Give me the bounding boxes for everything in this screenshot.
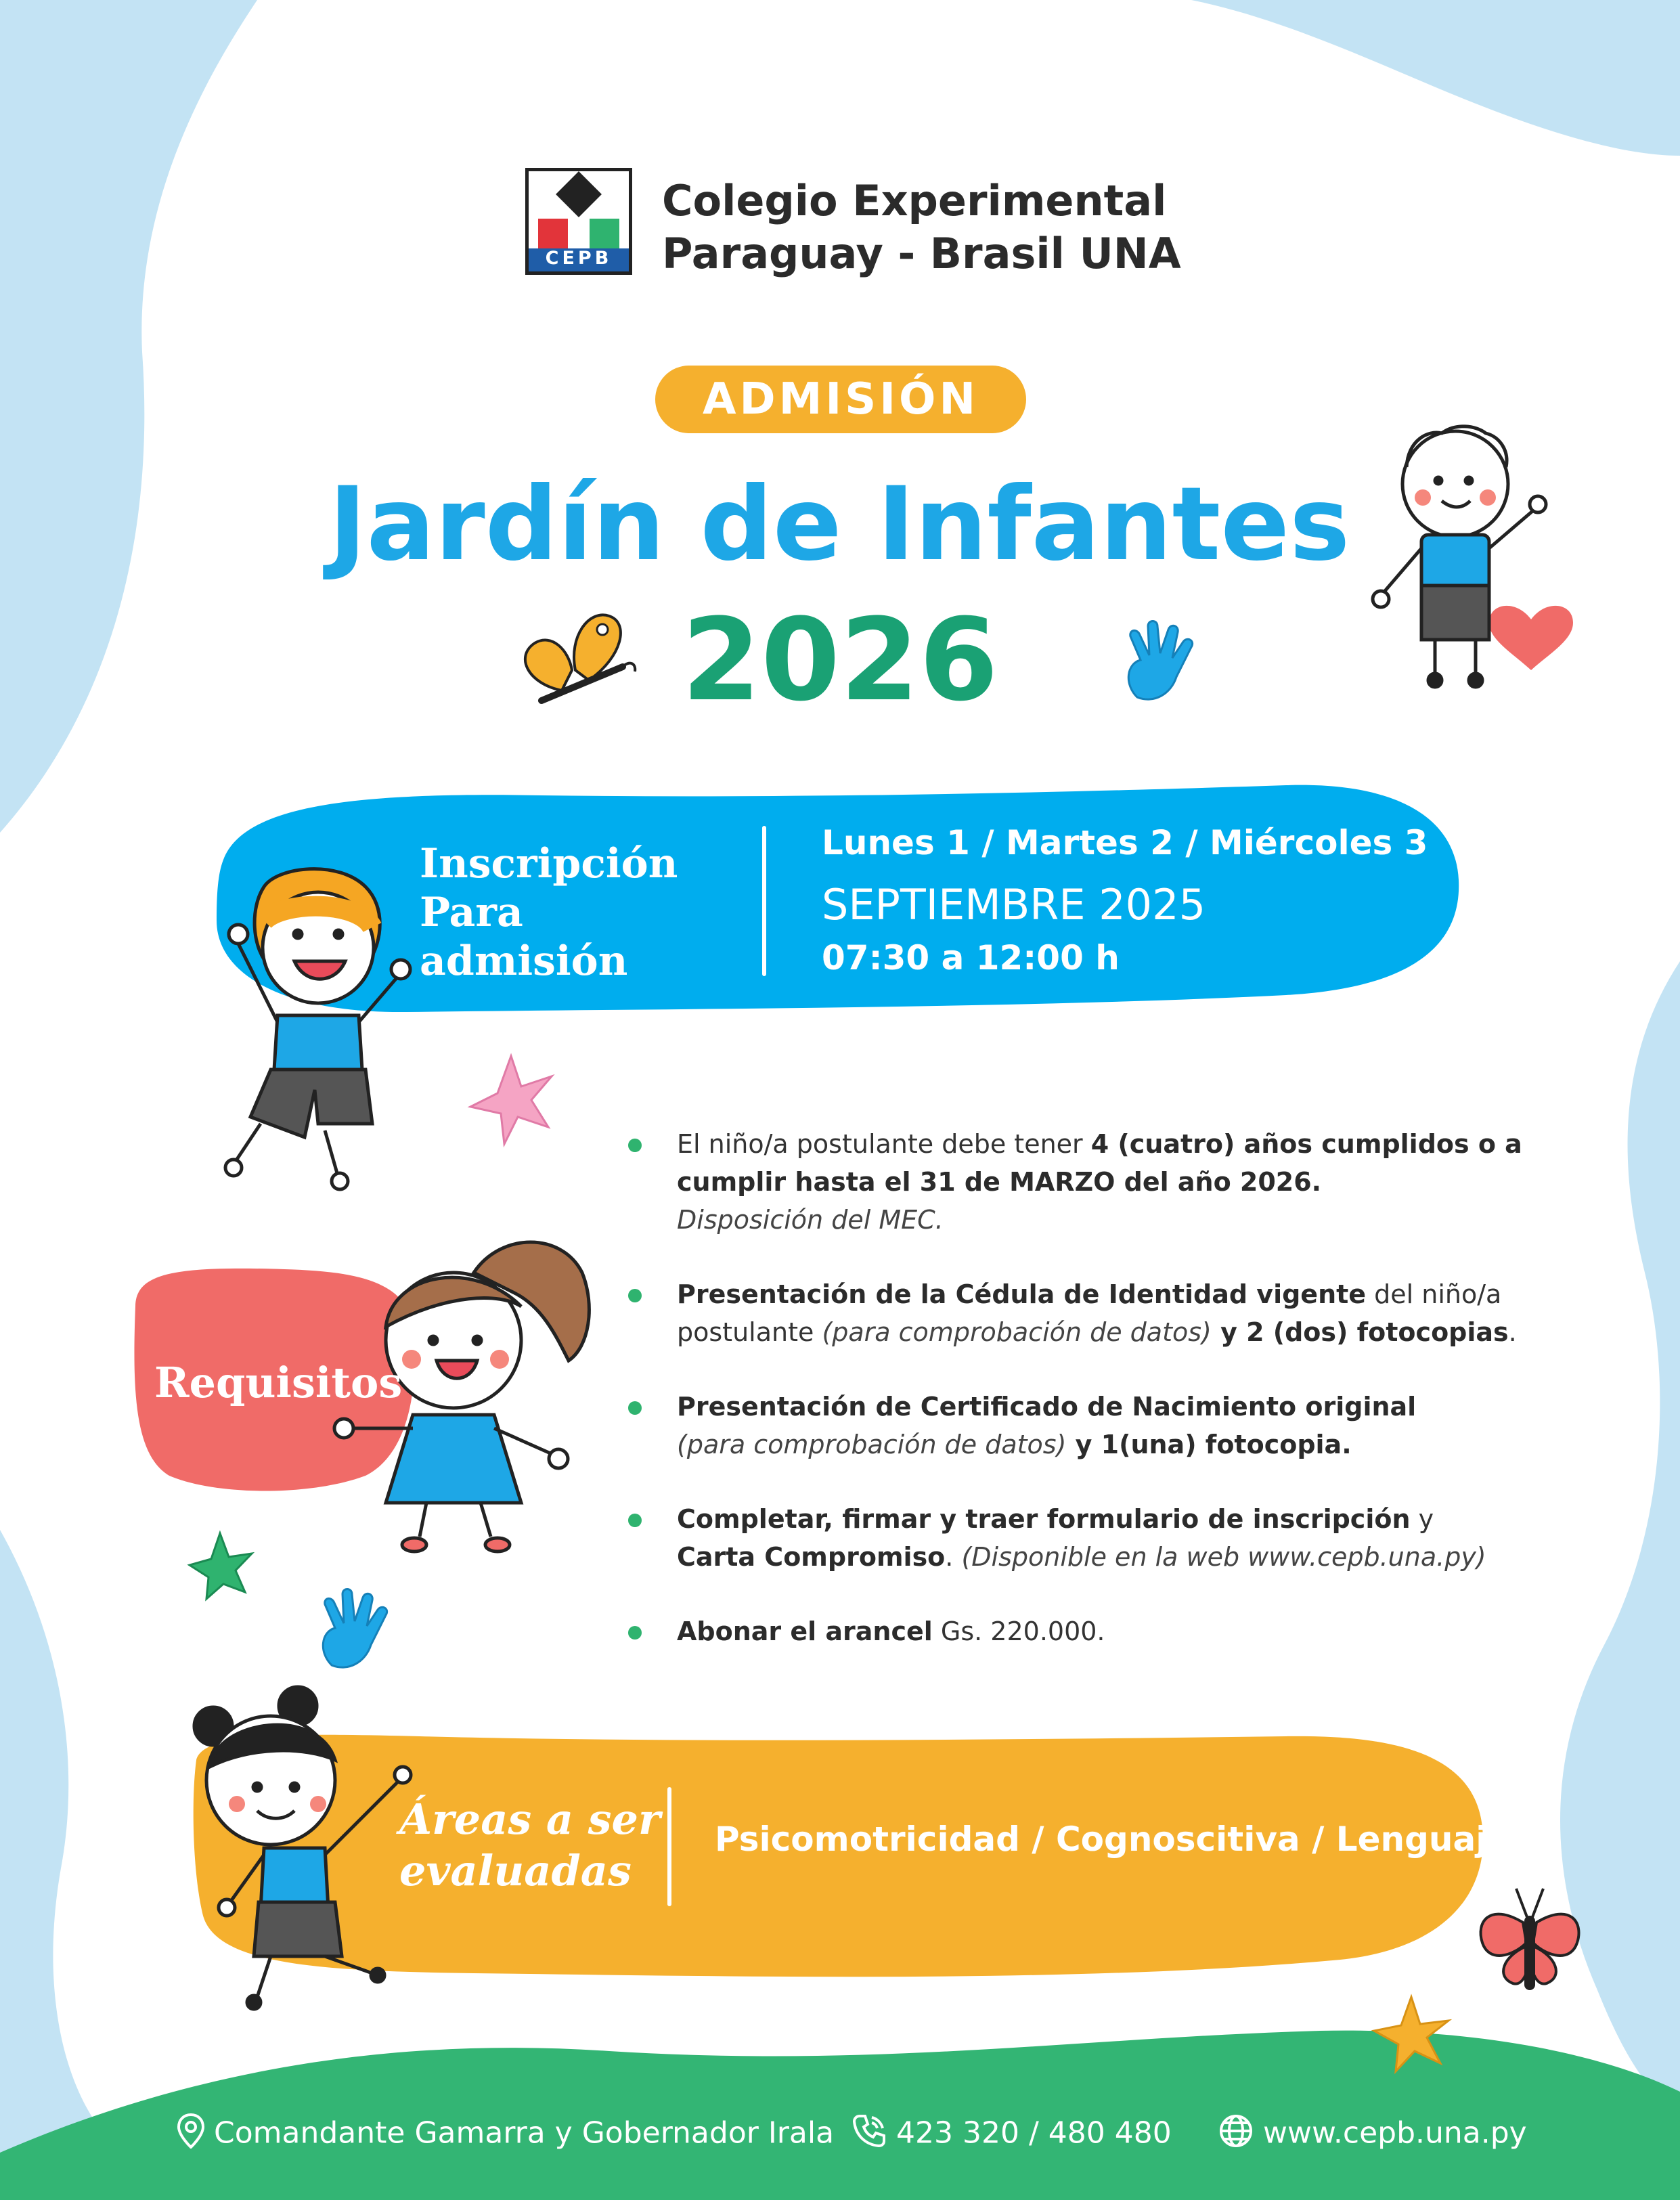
areas-label <box>399 1794 661 1897</box>
req-text: El niño/a postulante debe tener <box>677 1129 1091 1159</box>
web-link[interactable]: www.cepb.una.py <box>1263 2115 1527 2151</box>
title-text: Jardín de Infantes <box>328 466 1350 584</box>
req-bold: y 2 (dos) fotocopias <box>1211 1317 1509 1347</box>
areas-label-line1: Áreas a ser <box>399 1795 661 1844</box>
inscription-label-line2: Para admisión <box>420 889 628 985</box>
req-note: (para comprobación de datos) <box>677 1430 1067 1459</box>
list-item <box>628 1388 1562 1464</box>
req-note: (para comprobación de datos) <box>822 1317 1212 1347</box>
list-item <box>628 1275 1562 1351</box>
page-title <box>298 467 1381 582</box>
logo-text: CEPB <box>545 248 613 269</box>
inscription-days: Lunes 1 / Martes 2 / Miércoles 3 <box>822 823 1428 862</box>
req-text: . <box>1508 1317 1517 1347</box>
req-bold: Presentación de la Cédula de Identidad vigente <box>677 1279 1367 1309</box>
globe-icon <box>1218 2113 1254 2156</box>
list-item <box>628 1500 1562 1576</box>
req-bold: 4 (cuatro) años cumplidos o a cumplir hasta el 31 de MARZO del año 2026. <box>677 1129 1522 1197</box>
inscription-time: 07:30 a 12:00 h <box>822 938 1120 977</box>
footer-web[interactable] <box>1218 2113 1527 2156</box>
req-note: Disposición del MEC. <box>677 1205 944 1235</box>
admission-year: 2026 <box>682 594 998 726</box>
areas-label-line2: evaluadas <box>399 1846 632 1895</box>
school-name-line2: Paraguay - Brasil UNA <box>662 229 1181 278</box>
phone-icon <box>852 2113 887 2156</box>
req-text: y <box>1410 1504 1434 1534</box>
req-bold: Presentación de Certificado de Nacimiento original <box>677 1392 1417 1422</box>
admision-badge: ADMISIÓN <box>655 366 1026 433</box>
school-name <box>662 175 1181 280</box>
req-bold: Abonar el arancel <box>677 1616 933 1646</box>
school-name-line1: Colegio Experimental <box>662 176 1167 225</box>
phone-text: 423 320 / 480 480 <box>896 2115 1172 2151</box>
list-item <box>628 1125 1562 1239</box>
req-text: . <box>945 1542 962 1572</box>
req-text: Gs. 220.000. <box>932 1616 1105 1646</box>
req-text: del niño/a postulante <box>677 1279 1502 1347</box>
req-bold: Completar, firmar y traer formulario de inscripción <box>677 1504 1411 1534</box>
requirements-list <box>628 1125 1562 1687</box>
inscription-month: SEPTIEMBRE 2025 <box>822 880 1206 929</box>
requirements-label: Requisitos <box>154 1358 403 1407</box>
inscription-label <box>420 839 745 986</box>
req-note: (Disponible en la web www.cepb.una.py) <box>961 1542 1486 1572</box>
footer-address <box>177 2113 834 2156</box>
req-bold: y 1(una) fotocopia. <box>1066 1430 1352 1459</box>
areas-list: Psicomotricidad / Cognoscitiva / Lenguaje. <box>715 1820 1524 1859</box>
school-logo <box>525 168 632 275</box>
location-pin-icon <box>177 2113 204 2156</box>
footer-phone <box>852 2113 1172 2156</box>
inscription-label-line1: Inscripción <box>420 840 678 887</box>
list-item <box>628 1612 1562 1650</box>
address-text: Comandante Gamarra y Gobernador Irala <box>214 2115 835 2151</box>
req-bold: Carta Compromiso <box>677 1542 946 1572</box>
